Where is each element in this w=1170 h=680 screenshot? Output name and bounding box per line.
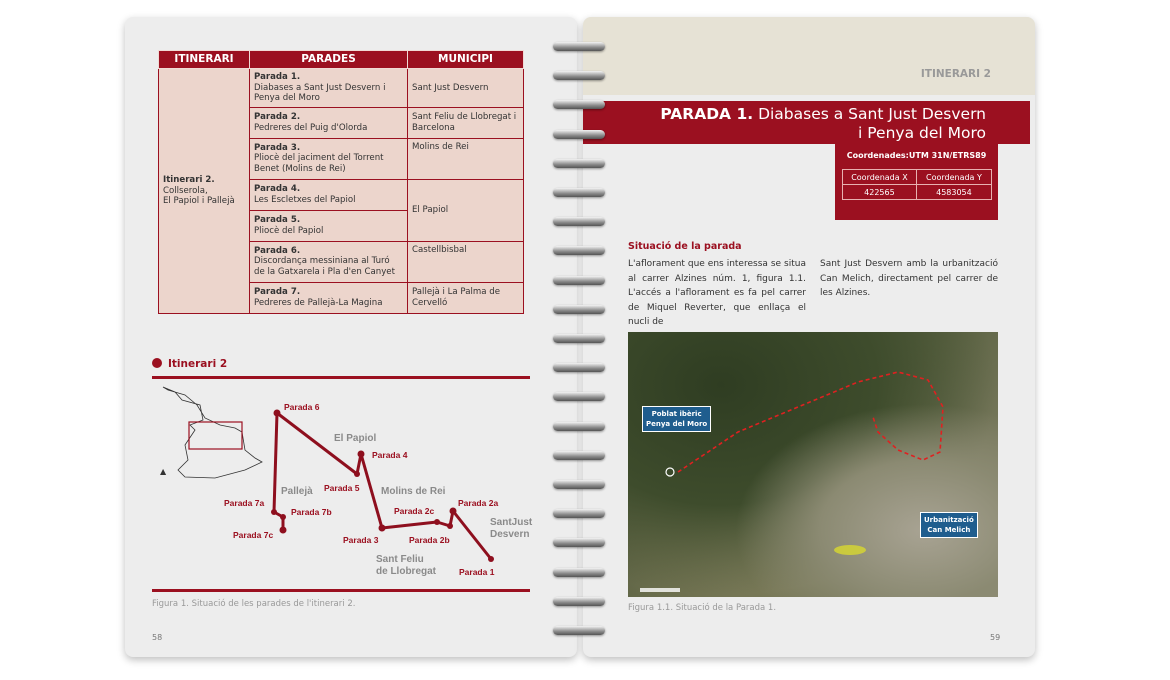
photo-label-urbanitzacio: Urbanització Can Melich <box>920 512 978 538</box>
photo-label-poblat: Poblat ibèric Penya del Moro <box>642 406 711 432</box>
town-label: Molins de Rei <box>381 486 446 497</box>
itinerary-table: ITINERARI PARADES MUNICIPI Itinerari 2. Collserola, El Papiol i Pallejà Parada 1. Diabases a Sant Just Desvern i Penya del Moro Sant Just Desvern Parada 2. Pedreres del Puig d'Olorda Sant Feliu de Llobregat i Barcelona Parada 3. Pliocè del jaciment del Torrent Benet (Molins de Rei) Molins de Rei Parada 4. Les Escletxes del Papiol El Papiol Parada 5. Pliocè del Papiol Parada 6. Discordança messiniana al Turó de la Gatxarela i Pla d'en Canyet Castellbisbal Parada 7. Pedreres de Pallejà-La Magina Pallejà i La Palma de Cervelló <box>158 50 524 314</box>
north-icon: ▲ <box>160 467 167 476</box>
stop-marker <box>358 451 365 458</box>
aerial-photo <box>628 332 998 597</box>
stop-label: Parada 5 <box>324 483 360 493</box>
stop-marker <box>447 523 453 529</box>
town-label: SantJust <box>490 517 533 528</box>
section-title: Itinerari 2 <box>152 358 227 370</box>
stop-marker <box>280 527 287 534</box>
stop-marker <box>274 410 281 417</box>
town-label: Pallejà <box>281 486 313 497</box>
stop-marker <box>354 471 360 477</box>
figure-caption: Figura 1.1. Situació de la Parada 1. <box>628 603 777 613</box>
page-number: 59 <box>990 633 1001 642</box>
stop-title: PARADA 1. Diabases a Sant Just Desvern i Penya del Moro <box>583 101 1030 144</box>
stop-label: Parada 1 <box>459 567 495 577</box>
town-label: de Llobregat <box>376 566 437 577</box>
town-label: Desvern <box>490 529 530 540</box>
stop-marker <box>379 525 386 532</box>
coordinates-box: Coordenades:UTM 31N/ETRS89 Coordenada X Coordenada Y 422565 4583054 <box>835 144 998 220</box>
town-label: El Papiol <box>334 433 377 444</box>
stop-label: Parada 6 <box>284 402 320 412</box>
itinerary-cell: Itinerari 2. Collserola, El Papiol i Pallejà <box>159 69 250 314</box>
site-marker <box>666 468 674 476</box>
figure-caption: Figura 1. Situació de les parades de l'itinerari 2. <box>152 599 356 609</box>
stop-label: Parada 2c <box>394 506 435 516</box>
stop-marker <box>434 519 440 525</box>
stop-label: Parada 7c <box>233 530 274 540</box>
stop-label: Parada 3 <box>343 535 379 545</box>
stop-label: Parada 2a <box>458 498 499 508</box>
running-header: ITINERARI 2 <box>920 68 991 80</box>
stop-label: Parada 7a <box>224 498 265 508</box>
section-heading: Situació de la parada <box>628 241 742 252</box>
stop-marker <box>280 514 286 520</box>
coordinates-table: Coordenada X Coordenada Y 422565 4583054 <box>842 169 992 200</box>
locator-rect <box>189 422 242 449</box>
stop-marker <box>488 556 494 562</box>
stop-marker <box>271 509 277 515</box>
town-label: Sant Feliu <box>376 554 424 565</box>
body-text-col1: L'aflorament que ens interessa se situa al carrer Alzines núm. 1, figura 1.1. L'accés a l'aflorament es fa pel carrer de Miquel Reverter, que enllaça el nucli de <box>628 259 806 327</box>
page-number: 58 <box>152 633 163 642</box>
body-text-col2: Sant Just Desvern amb la urbanització Can Melich, directament pel carrer de les Alzines. <box>820 259 998 298</box>
stop-label: Parada 2b <box>409 535 450 545</box>
stop-label: Parada 4 <box>372 450 408 460</box>
scale-bar <box>640 588 680 592</box>
stop-marker <box>450 508 457 515</box>
route-dashed-line <box>678 372 943 472</box>
outcrop-highlight <box>834 545 866 555</box>
region-outline <box>163 387 262 478</box>
stop-label: Parada 7b <box>291 507 332 517</box>
